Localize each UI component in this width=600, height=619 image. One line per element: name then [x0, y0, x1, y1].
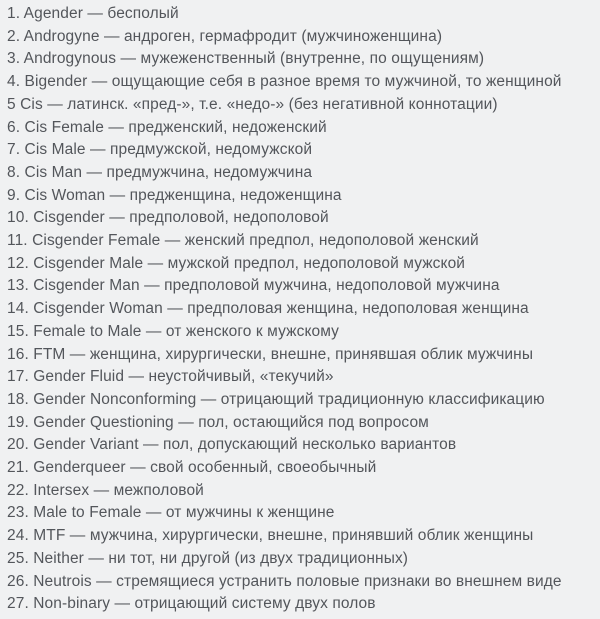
list-item: 24. MTF — мужчина, хирургически, внешне, принявший облик женщины [7, 527, 534, 545]
list-item: 11. Cisgender Female — женский предпол, недополовой женский [7, 232, 479, 250]
list-item: 8. Cis Man — предмужчина, недомужчина [7, 163, 313, 181]
list-item: 25. Neither — ни тот, ни другой (из двух традиционных) [7, 549, 409, 567]
list-item: 1. Agender — бесполый [7, 5, 179, 22]
list-item: 10. Cisgender — предполовой, недополовой [7, 209, 329, 227]
list-item: 3. Androgynous — мужеженственный (внутренне, по ощущениям) [7, 50, 485, 68]
list-item: 12. Cisgender Male — мужской предпол, недополовой мужской [7, 254, 466, 272]
list-item: 16. FTM — женщина, хирургически, внешне, принявшая облик мужчины [7, 345, 534, 363]
list-item: 5 Cis — латинск. «пред-», т.е. «недо-» (без негативной коннотации) [7, 95, 498, 113]
list-item: 15. Female to Male — от женского к мужскому [7, 322, 340, 340]
list-item: 23. Male to Female — от мужчины к женщине [7, 504, 335, 522]
list-item: 20. Gender Variant — пол, допускающий несколько вариантов [7, 436, 457, 454]
list-item: 22. Intersex — межполовой [7, 481, 204, 499]
list-item: 19. Gender Questioning — пол, остающийся под вопросом [7, 413, 429, 431]
list-item: 7. Cis Male — предмужской, недомужской [7, 141, 313, 159]
list-item: 9. Cis Woman — предженщина, недоженщина [7, 186, 342, 204]
list-item: 27. Non-binary — отрицающий систему двух полов [7, 595, 376, 613]
list-item: 2. Androgyne — андроген, гермафродит (мужчиноженщина) [7, 27, 443, 45]
list-item: 4. Bigender — ощущающие себя в разное время то мужчиной, то женщиной [7, 73, 562, 91]
list-item: 14. Cisgender Woman — предполовая женщина, недополовая женщина [7, 300, 529, 318]
list-item: 17. Gender Fluid — неустойчивый, «текучий» [7, 368, 334, 386]
term-list [7, 3, 594, 616]
list-item: 13. Cisgender Man — предполовой мужчина, недополовой мужчина [7, 277, 500, 295]
list-item: 21. Genderqueer — свой особенный, своеобычный [7, 459, 377, 477]
list-item: 18. Gender Nonconforming — отрицающий традиционную классификацию [7, 390, 545, 408]
list-item: 26. Neutrois — стремящиеся устранить половые признаки во внешнем виде [7, 572, 562, 590]
list-item: 6. Cis Female — предженский, недоженский [7, 118, 327, 136]
